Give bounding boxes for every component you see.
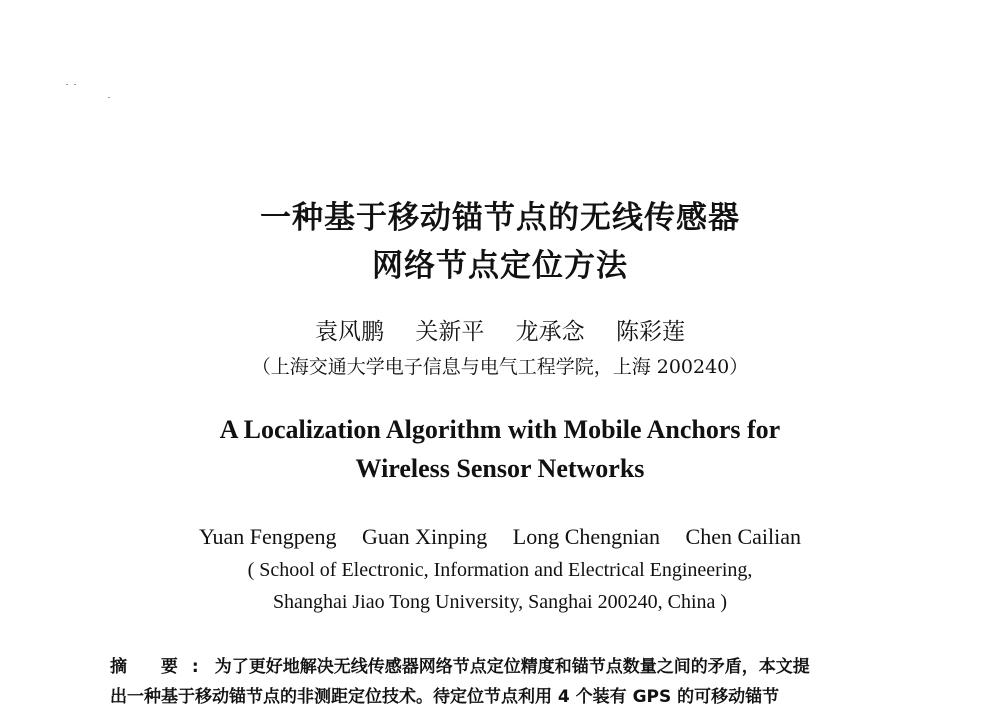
title-en-line-2: Wireless Sensor Networks — [355, 454, 645, 483]
title-cn-line-2: 网络节点定位方法 — [372, 248, 628, 284]
author-en: Long Chengnian — [512, 524, 661, 549]
affiliation-cn: （上海交通大学电子信息与电气工程学院，上海 200240） — [251, 356, 749, 378]
title-en-line-1: A Localization Algorithm with Mobile Anchors for — [219, 415, 781, 444]
scan-speck — [74, 84, 76, 85]
author-cn: 陈彩莲 — [615, 319, 685, 345]
author-en: Yuan Fengpeng — [199, 524, 337, 549]
affiliation-en-line-1: ( School of Electronic, Information and Electrical Engineering, — [247, 559, 753, 581]
scan-speck — [66, 84, 68, 85]
title-cn-line-1: 一种基于移动锚节点的无线传感器 — [260, 200, 740, 236]
abstract-label: 摘 要: — [110, 657, 213, 677]
authors-en — [0, 524, 1000, 550]
author-cn: 袁风鹏 — [315, 319, 385, 345]
abstract-line-1 — [110, 652, 910, 677]
affiliation-en-line-2: Shanghai Jiao Tong University, Sanghai 200240, China ) — [272, 591, 728, 613]
abstract-line-2: 出一种基于移动锚节点的非测距定位技术。待定位节点利用 4 个装有 GPS 的可移动锚节 — [110, 687, 780, 707]
author-en: Chen Cailian — [685, 524, 801, 549]
authors-cn — [0, 313, 1000, 346]
author-en: Guan Xinping — [361, 524, 488, 549]
author-cn: 关新平 — [415, 319, 485, 345]
abstract-text: 为了更好地解决无线传感器网络节点定位精度和锚节点数量之间的矛盾，本文提 — [214, 657, 810, 677]
author-cn: 龙承念 — [515, 319, 585, 345]
scan-speck — [108, 97, 110, 98]
